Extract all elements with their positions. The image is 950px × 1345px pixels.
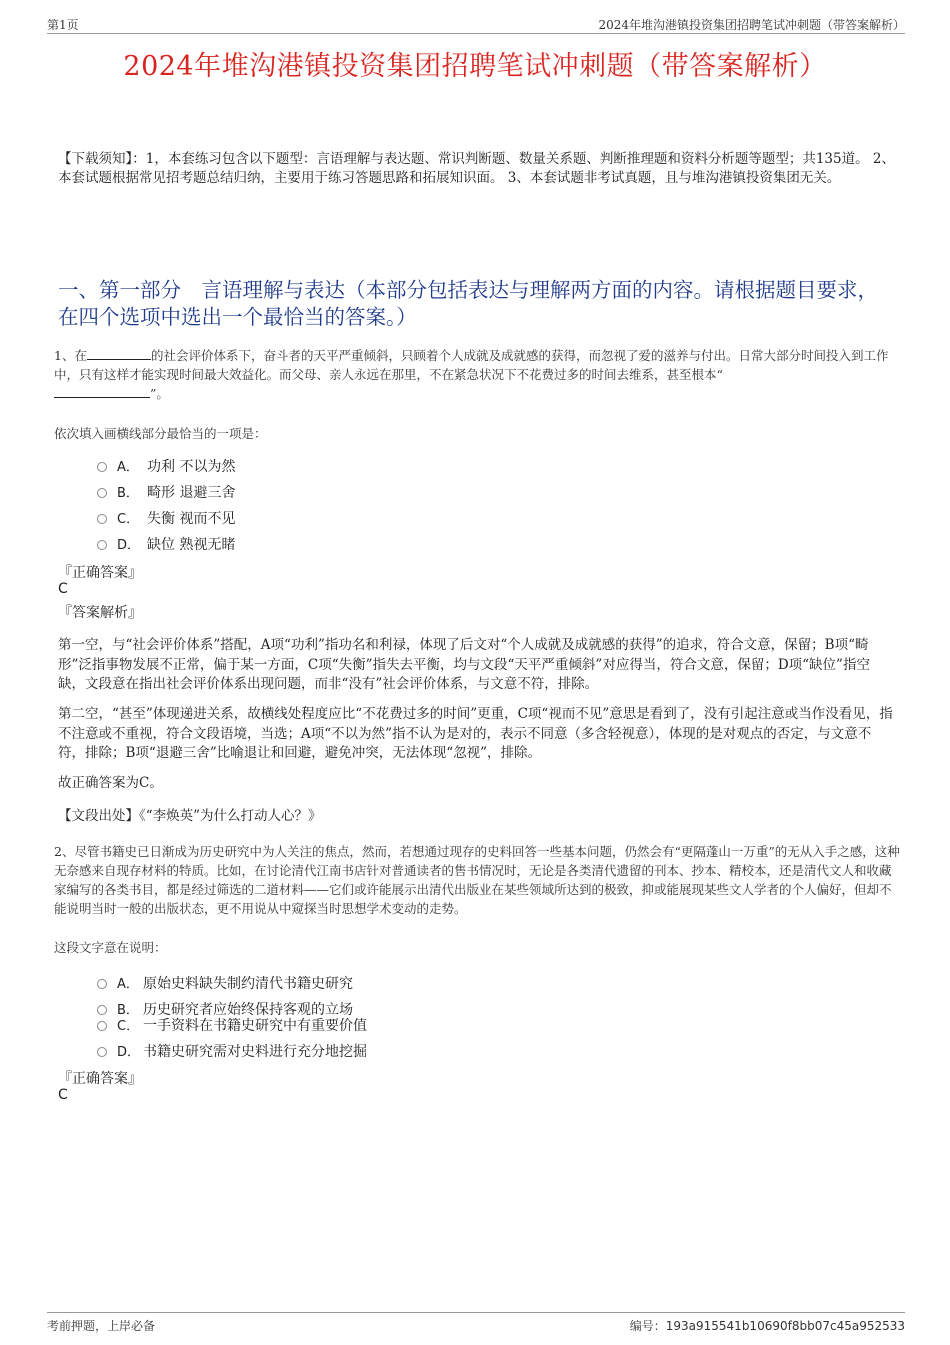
- page-title: 2024年堆沟港镇投资集团招聘笔试冲刺题（带答案解析）: [123, 51, 827, 82]
- question-2-answer-label: 『正确答案』: [58, 1071, 142, 1087]
- question-1-analysis-1: 第一空，与“社会评价体系”搭配，A项“功利”指功名和利禄，体现了后文对“个人成就及成就感的获得”的追求，符合文意，保留；B项“畸形”泛指事物发展不正常，偏于某一方面，C项“失衡”指失去平衡，均与文段“天平严重倾斜”对应得当，符合文意，保留；D项“缺位”指空缺，文段意在指出社会评价体系出现问题，而非“没有”社会评价体系，与文意不符，排除。: [58, 637, 870, 692]
- question-2-option-a[interactable]: A． 原始史料缺失制约清代书籍史研究: [97, 973, 353, 993]
- question-1-option-c[interactable]: C． 失衡 视而不见: [97, 508, 235, 528]
- question-1-text: 1、在 的社会评价体系下，奋斗者的天平严重倾斜，只顾着个人成就及成就感的获得，而忽视了爱的滋养与付出。日常大部分时间投入到工作中，只有这样才能实现时间最大效益化。而父母、亲人永远在那里，不在紧急状况下不花费过多的时间去维系，甚至根本“ ”。: [54, 348, 889, 401]
- blank-line: [87, 347, 151, 360]
- download-notice: 【下载须知】：1，本套练习包含以下题型：言语理解与表达题、常识判断题、数量关系题、判断推理题和资料分析题等题型；共135道。 2、本套试题根据常见招考题总结归纳，主要用于练习答题思路和拓展知识面。 3、本套试题非考试真题，且与堆沟港镇投资集团无关。: [58, 151, 895, 186]
- radio-icon[interactable]: [97, 1021, 107, 1031]
- question-2-prompt: 这段文字意在说明：: [54, 940, 167, 955]
- page-header: [47, 14, 905, 34]
- radio-icon[interactable]: [97, 979, 107, 989]
- question-1-source: 【文段出处】《“李焕英”为什么打动人心？》: [58, 808, 322, 824]
- question-2-option-c[interactable]: C． 一手资料在书籍史研究中有重要价值: [97, 1015, 367, 1035]
- footer-code: 编号：193a915541b10690f8bb07c45a952533: [629, 1319, 905, 1333]
- question-1-prompt: 依次填入画横线部分最恰当的一项是：: [54, 426, 267, 441]
- question-1-analysis-2: 第二空，“甚至”体现递进关系，故横线处程度应比“不花费过多的时间”更重，C项“视而不见”意思是看到了，没有引起注意或当作没看见，指不注意或不重视，符合文段语境，当选；A项“不以为然”指不认为是对的，表示不同意（多含轻视意），体现的是对观点的否定，与文意不符，排除；B项“退避三舍”比喻退让和回避，避免冲突，无法体现“忽视”，排除。: [58, 706, 893, 761]
- question-1-option-a[interactable]: A． 功利 不以为然: [97, 456, 235, 476]
- question-2-text: 2、尽管书籍史已日渐成为历史研究中为人关注的焦点，然而，若想通过现存的史料回答一些基本问题，仍然会有“更隔蓬山一万重”的无从入手之感，这种无奈感来自现存材料的特质。比如，在讨论清代江南书店针对普通读者的售书情况时，无论是各类清代遗留的刊本、抄本、精校本，还是清代文人和收藏家编写的各类书目，都是经过筛选的二道材料——它们或许能展示出清代出版业在某些领域所达到的极致，抑或能展现某些文人学者的个人偏好，但却不能说明当时一般的出版状态，更不用说从中窥探当时思想学术变动的走势。: [54, 844, 900, 916]
- question-1-analysis-label: 『答案解析』: [58, 605, 142, 621]
- radio-icon[interactable]: [97, 514, 107, 524]
- radio-icon[interactable]: [97, 488, 107, 498]
- radio-icon[interactable]: [97, 1047, 107, 1057]
- blank-line: [54, 385, 150, 398]
- page-footer: [47, 1312, 905, 1336]
- footer-slogan: 考前押题，上岸必备: [47, 1319, 156, 1333]
- question-1-option-d[interactable]: D． 缺位 熟视无睹: [97, 534, 235, 554]
- question-1-answer: C: [58, 581, 68, 597]
- question-2-option-b[interactable]: B． 历史研究者应始终保持客观的立场: [97, 999, 353, 1019]
- radio-icon[interactable]: [97, 540, 107, 550]
- question-1-answer-label: 『正确答案』: [58, 565, 142, 581]
- question-2-answer: C: [58, 1087, 68, 1103]
- page-number: 第1页: [47, 18, 79, 32]
- question-2-option-d[interactable]: D． 书籍史研究需对史料进行充分地挖掘: [97, 1041, 367, 1061]
- question-1-option-b[interactable]: B． 畸形 退避三舍: [97, 482, 235, 502]
- section-heading: 一、第一部分 言语理解与表达（本部分包括表达与理解两方面的内容。请根据题目要求，在四个选项中选出一个最恰当的答案。）: [58, 278, 878, 329]
- question-1-conclusion: 故正确答案为C。: [58, 775, 163, 791]
- radio-icon[interactable]: [97, 462, 107, 472]
- header-doc-title: 2024年堆沟港镇投资集团招聘笔试冲刺题（带答案解析）: [598, 18, 905, 32]
- radio-icon[interactable]: [97, 1005, 107, 1015]
